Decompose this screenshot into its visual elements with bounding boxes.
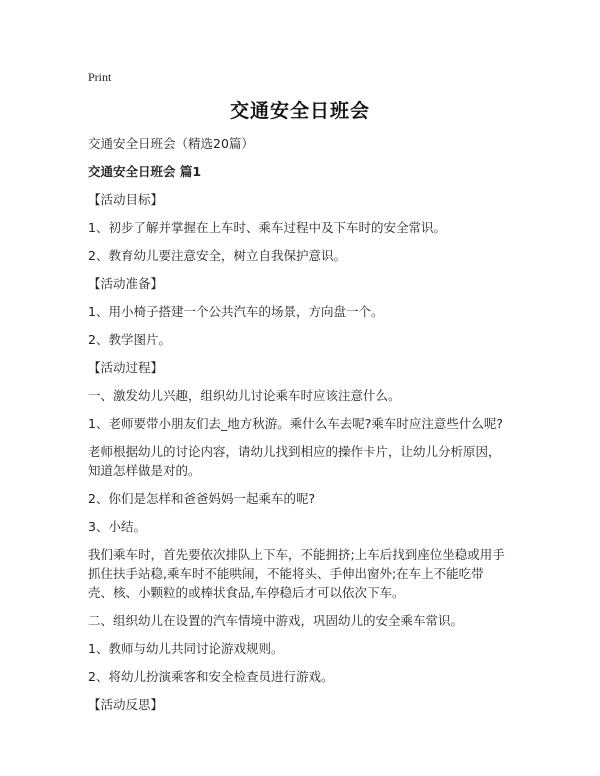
paragraph: 3、小结。 (88, 519, 146, 534)
paragraph: 1、教师与幼儿共同讨论游戏规则。 (88, 641, 284, 656)
paragraph: 二、组织幼儿在设置的汽车情境中游戏，巩固幼儿的安全乘车常识。 (88, 613, 464, 628)
paragraph: 我们乘车时，首先要依次排队上下车，不能拥挤;上车后找到座位坐稳或用手抓住扶手站稳,乘车时不能哄闹，不能将头、手伸出窗外;在车上不能吃带壳、核、小颗粒的或棒状食品,车停稳后才可以依次下车。 (88, 547, 505, 600)
paragraph: 1、初步了解并掌握在上车时、乘车过程中及下车时的安全常识。 (88, 220, 446, 235)
paragraph: 【活动过程】 (88, 360, 164, 375)
paragraph: 【活动准备】 (88, 276, 164, 291)
paragraph: 2、教育幼儿要注意安全，树立自我保护意识。 (88, 248, 346, 263)
paragraph: 2、你们是怎样和爸爸妈妈一起乘车的呢? (88, 491, 316, 506)
paragraph: 1、用小椅子搭建一个公共汽车的场景，方向盘一个。 (88, 304, 384, 319)
page-title: 交通安全日班会 (229, 100, 370, 122)
paragraph: 1、老师要带小朋友们去_地方秋游。乘什么车去呢?乘车时应注意些什么呢? (88, 416, 503, 431)
paragraph: 2、教学图片。 (88, 332, 171, 347)
section-heading: 交通安全日班会 篇1 (88, 164, 202, 179)
paragraph: 交通安全日班会（精选20篇） (88, 136, 254, 151)
print-label: Print (88, 70, 112, 84)
paragraph: 2、将幼儿扮演乘客和安全检查员进行游戏。 (88, 669, 334, 684)
paragraph: 【活动目标】 (88, 192, 164, 207)
document-body (88, 134, 508, 723)
paragraph: 一、激发幼儿兴趣，组织幼儿讨论乘车时应该注意什么。 (88, 388, 401, 403)
paragraph: 【活动反思】 (88, 697, 164, 712)
paragraph: 老师根据幼儿的讨论内容，请幼儿找到相应的操作卡片，让幼儿分析原因，知道怎样做是对的。 (88, 444, 501, 478)
